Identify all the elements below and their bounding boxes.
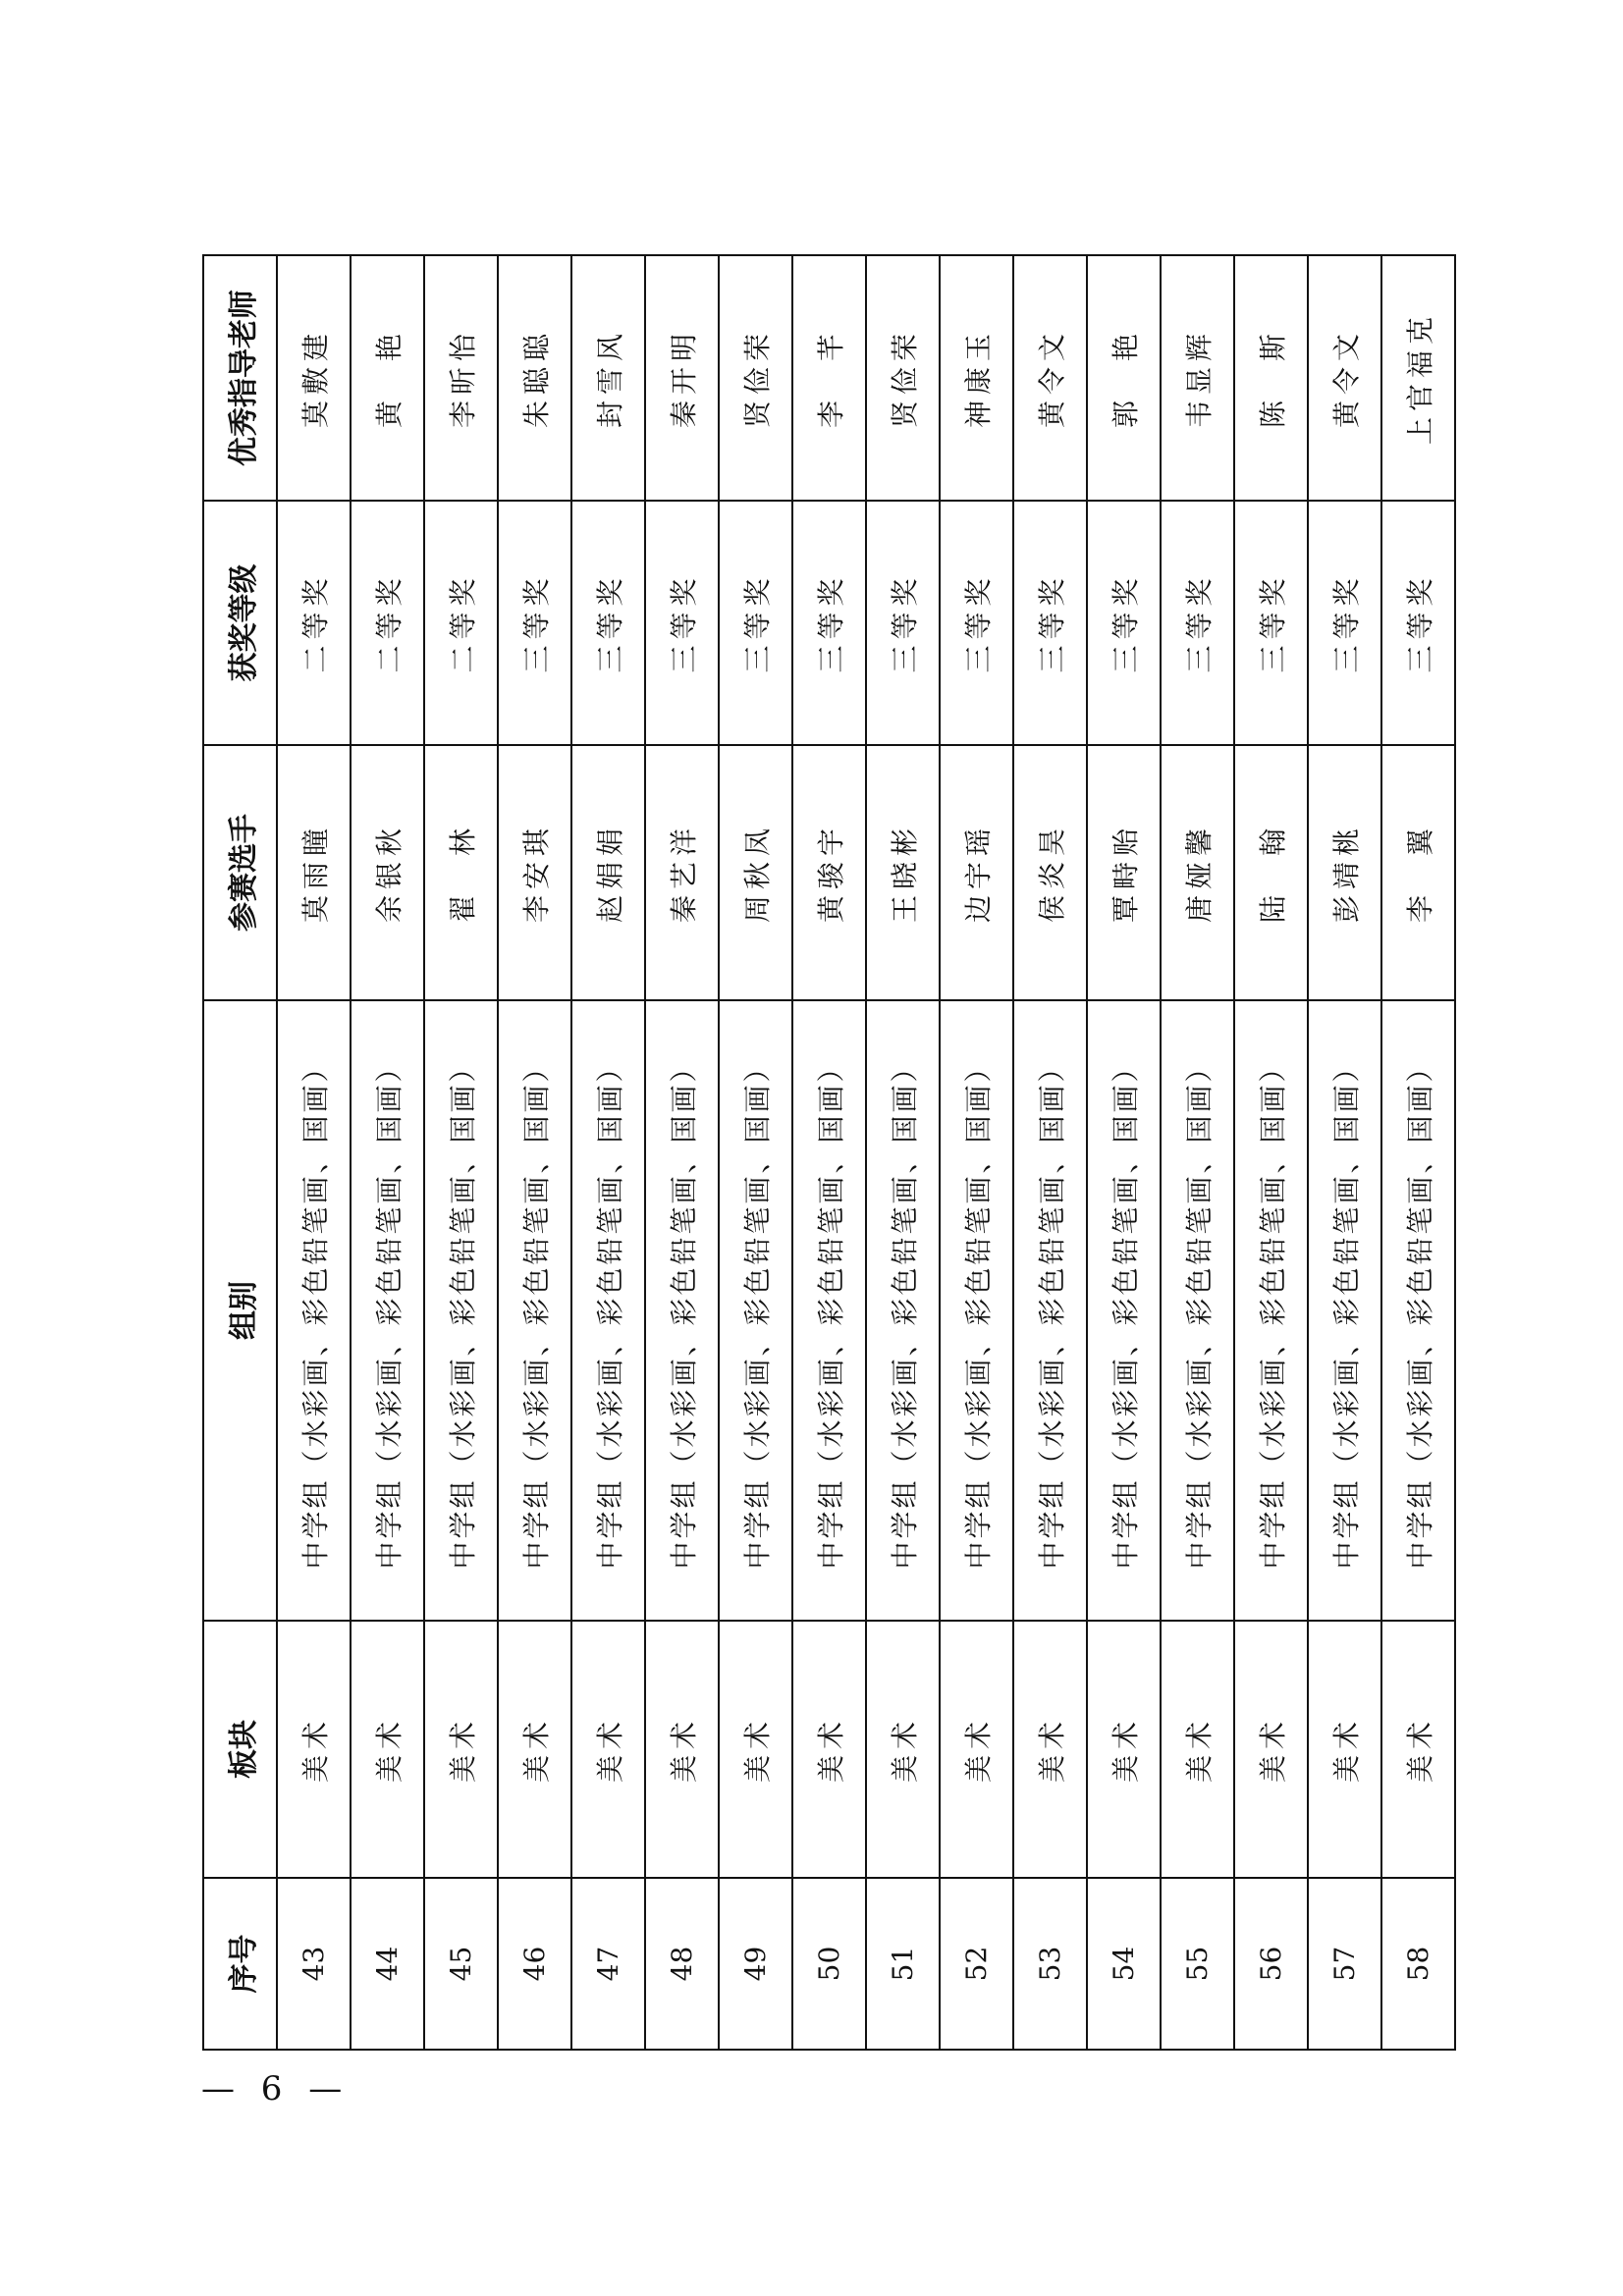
cell-participant: 余银秋 <box>351 745 424 1000</box>
cell-section: 美术 <box>1013 1621 1087 1878</box>
cell-award: 二等奖 <box>351 501 424 745</box>
cell-award: 三等奖 <box>719 501 792 745</box>
header-participant: 参赛选手 <box>203 745 277 1000</box>
table-row <box>645 255 719 2050</box>
cell-group: 中学组（水彩画、彩色铅笔画、国画） <box>277 1000 351 1621</box>
cell-seq: 56 <box>1234 1878 1308 2050</box>
cell-seq: 47 <box>571 1878 645 2050</box>
header-teacher: 优秀指导老师 <box>203 255 277 501</box>
cell-participant: 侯炎昊 <box>1013 745 1087 1000</box>
cell-teacher: 贤俭荣 <box>719 255 792 501</box>
table-row <box>1087 255 1161 2050</box>
table-row <box>498 255 571 2050</box>
cell-participant: 彭靖桃 <box>1308 745 1381 1000</box>
cell-teacher: 黄令文 <box>1013 255 1087 501</box>
cell-section: 美术 <box>1308 1621 1381 1878</box>
cell-award: 二等奖 <box>277 501 351 745</box>
cell-participant: 赵娟娟 <box>571 745 645 1000</box>
header-group: 组别 <box>203 1000 277 1621</box>
cell-section: 美术 <box>351 1621 424 1878</box>
cell-teacher: 封雪风 <box>571 255 645 501</box>
cell-group: 中学组（水彩画、彩色铅笔画、国画） <box>351 1000 424 1621</box>
cell-seq: 53 <box>1013 1878 1087 2050</box>
cell-participant: 王晓彬 <box>866 745 940 1000</box>
cell-participant: 李安琪 <box>498 745 571 1000</box>
table-row <box>792 255 866 2050</box>
award-table <box>202 254 1456 2051</box>
cell-section: 美术 <box>940 1621 1013 1878</box>
cell-award: 三等奖 <box>571 501 645 745</box>
cell-participant: 陆 翰 <box>1234 745 1308 1000</box>
cell-teacher: 黄令文 <box>1308 255 1381 501</box>
cell-award: 三等奖 <box>1234 501 1308 745</box>
table-body <box>277 255 1455 2050</box>
cell-section: 美术 <box>571 1621 645 1878</box>
table-row <box>1161 255 1234 2050</box>
table-row <box>940 255 1013 2050</box>
cell-section: 美术 <box>424 1621 498 1878</box>
table-row <box>571 255 645 2050</box>
cell-section: 美术 <box>866 1621 940 1878</box>
cell-seq: 54 <box>1087 1878 1161 2050</box>
cell-teacher: 陈 斯 <box>1234 255 1308 501</box>
cell-seq: 48 <box>645 1878 719 2050</box>
cell-award: 三等奖 <box>1381 501 1455 745</box>
cell-section: 美术 <box>645 1621 719 1878</box>
cell-group: 中学组（水彩画、彩色铅笔画、国画） <box>571 1000 645 1621</box>
cell-award: 三等奖 <box>645 501 719 745</box>
cell-participant: 黄骏宇 <box>792 745 866 1000</box>
table-header-row <box>203 255 277 2050</box>
cell-seq: 46 <box>498 1878 571 2050</box>
cell-group: 中学组（水彩画、彩色铅笔画、国画） <box>719 1000 792 1621</box>
cell-teacher: 上官福克 <box>1381 255 1455 501</box>
cell-group: 中学组（水彩画、彩色铅笔画、国画） <box>1234 1000 1308 1621</box>
cell-participant: 秦艺洋 <box>645 745 719 1000</box>
cell-teacher: 秦开明 <box>645 255 719 501</box>
cell-group: 中学组（水彩画、彩色铅笔画、国画） <box>940 1000 1013 1621</box>
cell-participant: 覃畤贻 <box>1087 745 1161 1000</box>
cell-award: 三等奖 <box>1087 501 1161 745</box>
table-row <box>866 255 940 2050</box>
cell-award: 三等奖 <box>940 501 1013 745</box>
table-row <box>1308 255 1381 2050</box>
header-award: 获奖等级 <box>203 501 277 745</box>
table-row <box>1381 255 1455 2050</box>
cell-seq: 50 <box>792 1878 866 2050</box>
cell-seq: 44 <box>351 1878 424 2050</box>
cell-teacher: 韦显辉 <box>1161 255 1234 501</box>
cell-teacher: 郭 艳 <box>1087 255 1161 501</box>
cell-award: 三等奖 <box>498 501 571 745</box>
cell-participant: 唐娅馨 <box>1161 745 1234 1000</box>
cell-seq: 55 <box>1161 1878 1234 2050</box>
cell-participant: 李 翼 <box>1381 745 1455 1000</box>
cell-section: 美术 <box>792 1621 866 1878</box>
cell-group: 中学组（水彩画、彩色铅笔画、国画） <box>498 1000 571 1621</box>
cell-seq: 58 <box>1381 1878 1455 2050</box>
cell-group: 中学组（水彩画、彩色铅笔画、国画） <box>424 1000 498 1621</box>
cell-section: 美术 <box>277 1621 351 1878</box>
header-seq: 序号 <box>203 1878 277 2050</box>
cell-participant: 边宇瑶 <box>940 745 1013 1000</box>
table-row <box>1013 255 1087 2050</box>
cell-section: 美术 <box>1161 1621 1234 1878</box>
cell-group: 中学组（水彩画、彩色铅笔画、国画） <box>866 1000 940 1621</box>
cell-group: 中学组（水彩画、彩色铅笔画、国画） <box>1308 1000 1381 1621</box>
cell-group: 中学组（水彩画、彩色铅笔画、国画） <box>1161 1000 1234 1621</box>
cell-award: 三等奖 <box>1161 501 1234 745</box>
cell-seq: 51 <box>866 1878 940 2050</box>
cell-teacher: 朱聪聪 <box>498 255 571 501</box>
cell-participant: 周秋凤 <box>719 745 792 1000</box>
table-row <box>719 255 792 2050</box>
cell-teacher: 神康玉 <box>940 255 1013 501</box>
cell-group: 中学组（水彩画、彩色铅笔画、国画） <box>792 1000 866 1621</box>
cell-award: 三等奖 <box>1013 501 1087 745</box>
cell-award: 三等奖 <box>792 501 866 745</box>
cell-teacher: 黄 艳 <box>351 255 424 501</box>
cell-participant: 莫雨瞳 <box>277 745 351 1000</box>
table-row <box>351 255 424 2050</box>
cell-seq: 52 <box>940 1878 1013 2050</box>
cell-seq: 49 <box>719 1878 792 2050</box>
cell-award: 三等奖 <box>1308 501 1381 745</box>
header-section: 板块 <box>203 1621 277 1878</box>
cell-award: 二等奖 <box>424 501 498 745</box>
cell-group: 中学组（水彩画、彩色铅笔画、国画） <box>1013 1000 1087 1621</box>
cell-group: 中学组（水彩画、彩色铅笔画、国画） <box>1087 1000 1161 1621</box>
cell-group: 中学组（水彩画、彩色铅笔画、国画） <box>1381 1000 1455 1621</box>
cell-seq: 57 <box>1308 1878 1381 2050</box>
cell-teacher: 李 芊 <box>792 255 866 501</box>
cell-seq: 45 <box>424 1878 498 2050</box>
cell-section: 美术 <box>1087 1621 1161 1878</box>
cell-teacher: 贤俭荣 <box>866 255 940 501</box>
cell-teacher: 李昕怡 <box>424 255 498 501</box>
cell-section: 美术 <box>498 1621 571 1878</box>
cell-teacher: 莫敷建 <box>277 255 351 501</box>
table-row <box>1234 255 1308 2050</box>
cell-award: 三等奖 <box>866 501 940 745</box>
cell-participant: 翟 林 <box>424 745 498 1000</box>
table-row <box>424 255 498 2050</box>
page-number: — 6 — <box>201 2069 351 2109</box>
table-row <box>277 255 351 2050</box>
cell-seq: 43 <box>277 1878 351 2050</box>
cell-section: 美术 <box>719 1621 792 1878</box>
cell-section: 美术 <box>1381 1621 1455 1878</box>
rotated-table-container <box>202 256 1436 2051</box>
cell-section: 美术 <box>1234 1621 1308 1878</box>
cell-group: 中学组（水彩画、彩色铅笔画、国画） <box>645 1000 719 1621</box>
